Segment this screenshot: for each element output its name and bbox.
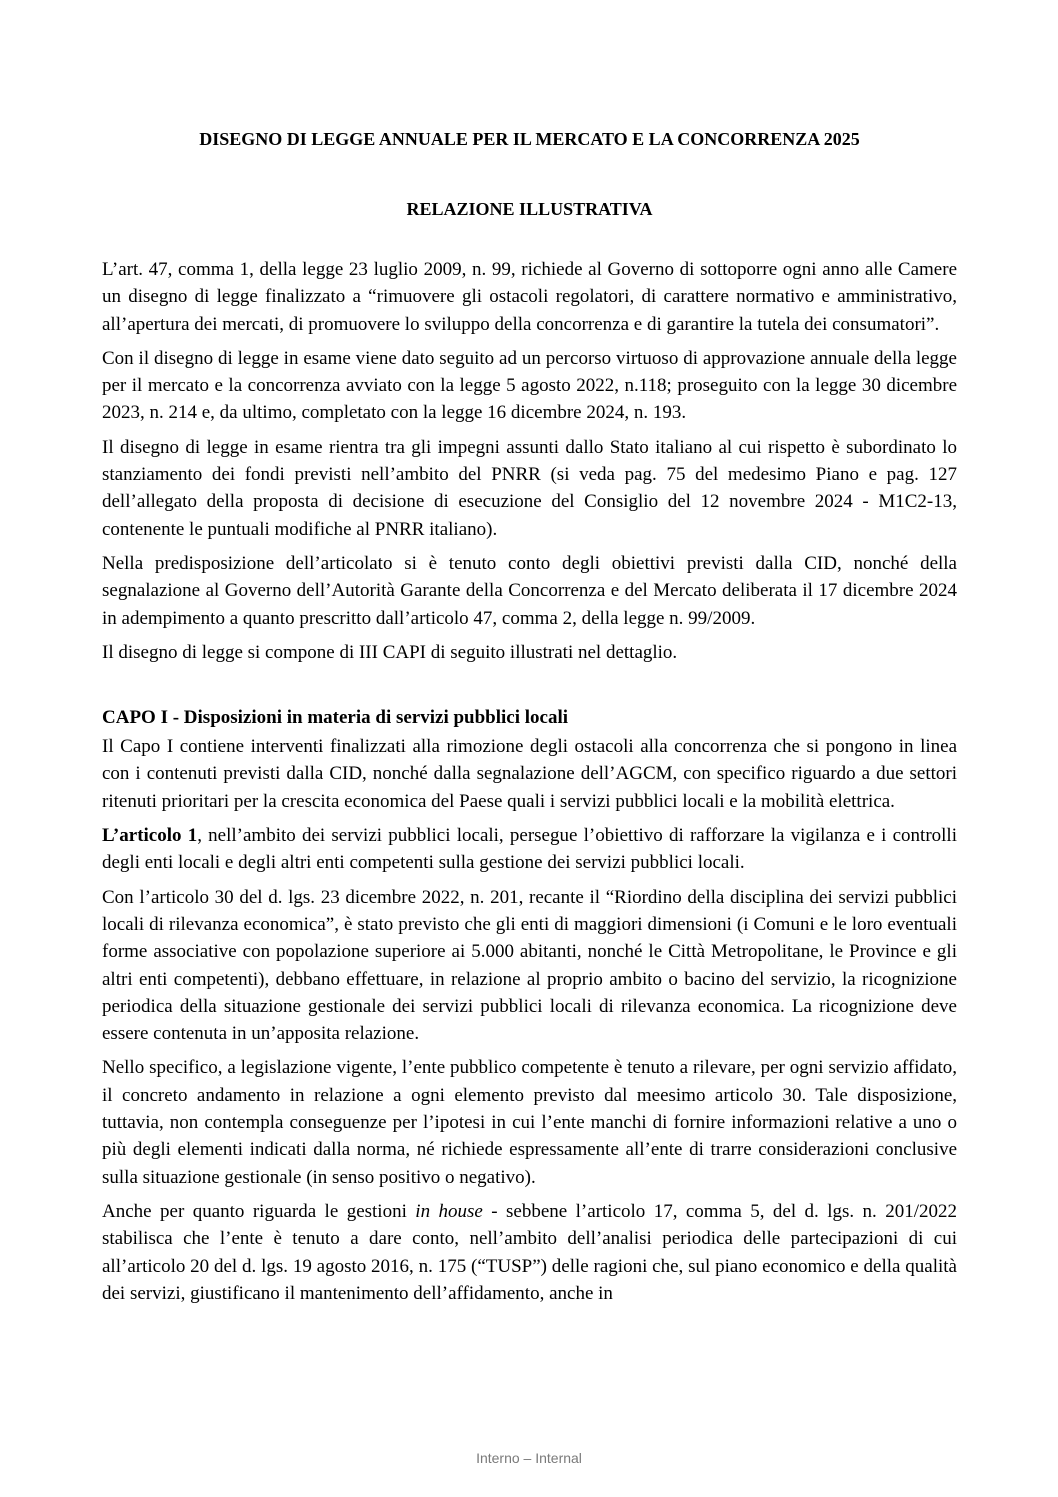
document-subtitle: RELAZIONE ILLUSTRATIVA: [406, 199, 653, 219]
section-paragraph-4: Nello specifico, a legislazione vigente, l’ente pubblico competente è tenuto a rilevare, per ogni servizio affidato, il concreto andamento in relazione a ogni elemento previsto dal meesimo articolo 30. Tale disposizione, tuttavia, non contempla conseguenze per l’ipotesi in cui l’ente manchi di fornire informazioni relative a uno o più degli elementi indicati dalla norma, né richiede espressamente all’ente di trarre considerazioni conclusive sulla situazione gestionale (in senso positivo o negativo).: [102, 1057, 957, 1188]
intro-paragraph-3: Il disegno di legge in esame rientra tra gli impegni assunti dallo Stato italiano al cui rispetto è subordinato lo stanziamento dei fondi previsti nell’ambito del PNRR (si veda pag. 75 del medesimo Piano e pag. 127 dell’allegato della proposta di decisione di esecuzione del Consiglio del 12 novembre 2024 - M1C2-13, contenente le puntuali modifiche al PNRR italiano).: [102, 436, 957, 540]
section-paragraph-5-start: Anche per quanto riguarda le gestioni: [102, 1200, 416, 1222]
section-heading: CAPO I - Disposizioni in materia di servizi pubblici locali: [102, 707, 569, 729]
section-paragraph-2-text: , nell’ambito dei servizi pubblici locali, persegue l’obiettivo di rafforzare la vigilanza e i controlli degli enti locali e degli altri enti competenti sulla gestione dei servizi pubblici locali.: [102, 825, 957, 874]
classification-footer: Interno – Internal: [476, 1450, 582, 1466]
in-house-term: in house: [415, 1200, 483, 1222]
intro-paragraph-1: L’art. 47, comma 1, della legge 23 luglio 2009, n. 99, richiede al Governo di sottoporre ogni anno alle Camere un disegno di legge finalizzato a “rimuovere gli ostacoli regolatori, di carattere normativo e amministrativo, all’apertura dei mercati, di promuovere lo sviluppo della concorrenza e di garantire la tutela dei consumatori”.: [102, 259, 957, 335]
intro-paragraph-2: Con il disegno di legge in esame viene dato seguito ad un percorso virtuoso di approvazione annuale della legge per il mercato e la concorrenza avviato con la legge 5 agosto 2022, n.118; proseguito con la legge 30 dicembre 2023, n. 214 e, da ultimo, completato con la legge 16 dicembre 2024, n. 193.: [102, 347, 957, 424]
section-paragraph-2: [102, 822, 957, 877]
document-body: [102, 126, 957, 1314]
article-reference: L’articolo 1: [102, 825, 198, 847]
document-title: DISEGNO DI LEGGE ANNUALE PER IL MERCATO E LA CONCORRENZA 2025: [199, 129, 860, 149]
section-paragraph-3: Con l’articolo 30 del d. lgs. 23 dicembre 2022, n. 201, recante il “Riordino della disciplina dei servizi pubblici locali di rilevanza economica”, è stato previsto che gli enti di maggiori dimensioni (i Comuni e le loro eventuali forme associative con popolazione superiore ai 5.000 abitanti, nonché le Città Metropolitane, le Province e gli altri enti competenti), debbano effettuare, in relazione al proprio ambito o bacino del servizio, la ricognizione periodica della situazione gestionale dei servizi pubblici locali di rilevanza economica. La ricognizione deve essere contenuta in un’apposita relazione.: [102, 886, 957, 1045]
section-paragraph-1: Il Capo I contiene interventi finalizzati alla rimozione degli ostacoli alla concorrenza che si pongono in linea con i contenuti previsti dalla CID, nonché dalla segnalazione dell’AGCM, con specifico riguardo a due settori ritenuti prioritari per la crescita economica del Paese quali i servizi pubblici locali e la mobilità elettrica.: [102, 736, 957, 812]
intro-paragraph-4: Nella predisposizione dell’articolato si è tenuto conto degli obiettivi previsti dalla CID, nonché della segnalazione al Governo dell’Autorità Garante della Concorrenza e del Mercato deliberata il 17 dicembre 2024 in adempimento a quanto prescritto dall’articolo 47, comma 2, della legge n. 99/2009.: [102, 552, 957, 629]
section-paragraph-5-end: - sebbene l’articolo 17, comma 5, del d. lgs. n. 201/2022 stabilisca che l’ente è tenuto a dare conto, nell’ambito dell’analisi periodica delle partecipazioni di cui all’articolo 20 del d. lgs. 19 agosto 2016, n. 175 (“TUSP”) delle ragioni che, sul piano economico e della qualità dei servizi, giustificano il mantenimento dell’affidamento, anche in: [102, 1200, 958, 1304]
section-paragraph-5: [102, 1198, 957, 1307]
intro-paragraph-5: Il disegno di legge si compone di III CAPI di seguito illustrati nel dettaglio.: [102, 641, 678, 663]
